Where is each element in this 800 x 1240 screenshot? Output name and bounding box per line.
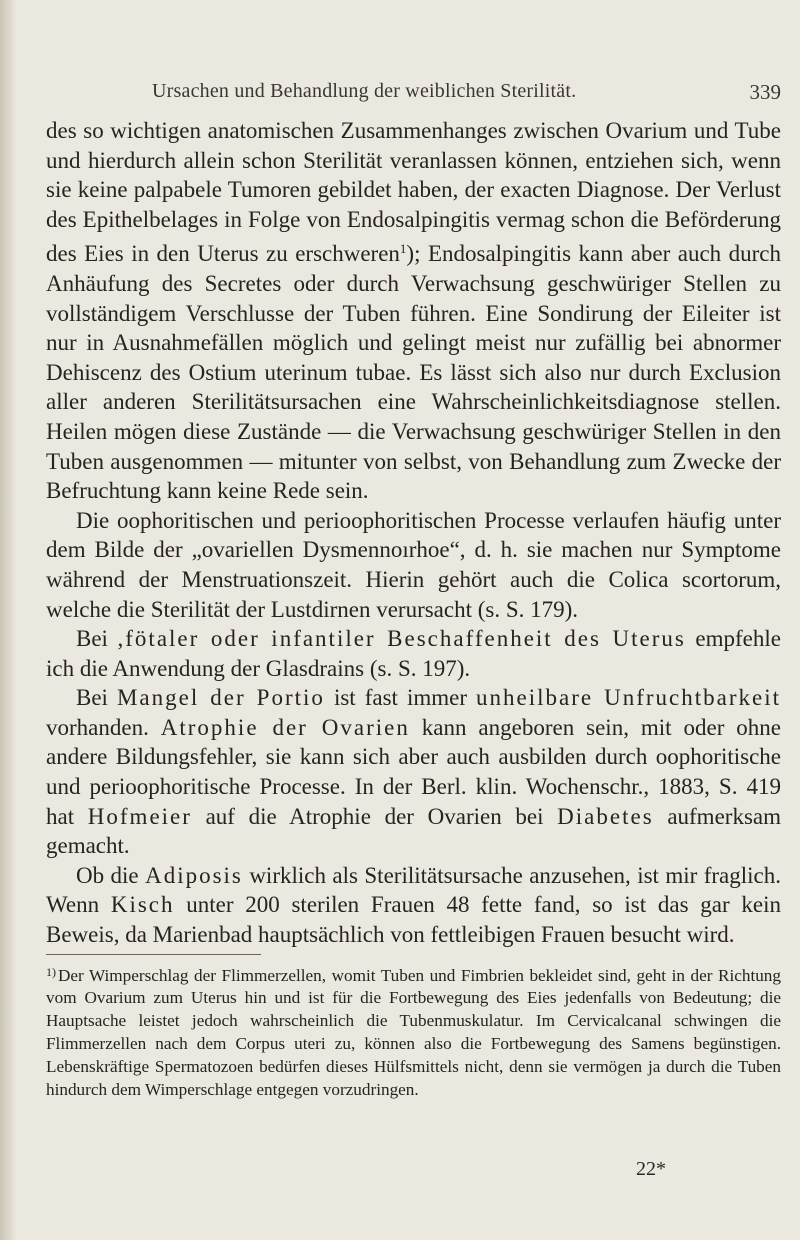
paragraph-3-tail: empfehle ich die Anwendung der Glasdrains (s. S. 197). <box>46 626 781 681</box>
paragraph-5-tail: unter 200 sterilen Frauen 48 fette fand, so ist das gar kein Beweis, da Marienbad hauptsächlich von fettleibigen Frauen besucht wird. <box>46 892 782 948</box>
paragraph-4 <box>46 683 781 861</box>
paragraph-4-tail: aufmerksam gemacht. <box>46 803 781 859</box>
paragraph-4-mid-2: vorhanden. <box>46 714 161 740</box>
term-diabetes: Diabetes <box>557 803 654 829</box>
running-head: Ursachen und Behandlung der weiblichen Sterilität. <box>152 80 577 102</box>
footnote <box>46 961 781 1102</box>
paragraph-1-text-a: des so wichtigen anatomischen Zusammenhanges zwischen Ovarium und Tube und hierdurch allein schon Sterilität veranlassen können, entziehen sich, wenn sie keine palpabele Tumoren gebildet haben, der exacten Diagnose. Der Verlust des Epithelbelages in Folge von Endosalpingitis vermag schon die Beförderung des Eies in den Uterus zu erschweren <box>46 118 781 267</box>
page-header <box>152 80 781 110</box>
paragraph-4-lead: Bei <box>76 685 117 711</box>
footnote-mark: 1) <box>46 964 56 979</box>
paragraph-3-term: ,fötaler oder infantiler Beschaffenheit des Uterus <box>117 626 686 652</box>
page-number: 339 <box>749 80 781 104</box>
binding-edge <box>0 0 16 1240</box>
author-kisch: Kisch <box>110 892 175 918</box>
paragraph-3-lead: Bei <box>76 626 118 652</box>
paragraph-1-text-b: ); Endosalpingitis kann aber auch durch Anhäufung des Secretes oder durch Verwachsung geschwüriger Stellen zu vollständigem Verschlusse der Tuben führen. Eine Sondirung der Eileiter ist nur in Ausnahmefällen möglich und gelingt meist nur zufällig bei abnormer Dehiscenz des Ostium uterinum tubae. Es lässt sich also nur durch Exclusion aller anderen Sterilitätsursachen eine Wahrscheinlichkeitsdiagnose stellen. Heilen mögen diese Zustände — die Verwachsung geschwüriger Stellen in den Tuben ausgenommen — mitunter von selbst, von Behandlung zum Zwecke der Befruchtung kann keine Rede sein. <box>46 241 781 504</box>
footnote-text: Der Wimperschlag der Flimmerzellen, womit Tuben und Fimbrien bekleidet sind, geht in der Richtung vom Ovarium zum Uterus hin und ist für die Fortbewegung des Eies jedenfalls von Bedeutung; die Hauptsache leistet jedoch wahrscheinlich die Tubenmuskulatur. Im Cervicalcanal schwingen die Flimmerzellen nach dem Corpus uteri zu, können also die Fortbewegung des Samens begünstigen. Lebenskräftige Spermatozoen bedürfen dieses Hülfsmittels nicht, denn sie vermögen ja durch die Tuben hindurch dem Wimperschlage entgegen vorzudringen. <box>46 965 781 1099</box>
paragraph-4-mid-1: ist fast immer <box>324 685 477 711</box>
paragraph-5-mid: wirklich als Sterilitätsursache anzusehen, ist mir fraglich. Wenn <box>46 862 782 918</box>
term-adiposis: Adiposis <box>145 862 243 888</box>
term-atrophie-der-ovarien: Atrophie der Ovarien <box>160 714 410 740</box>
paragraph-4-mid-4: auf die Atrophie der Ovarien bei <box>191 803 558 829</box>
footnote-rule <box>46 954 261 955</box>
paragraph-2-text: Die oophoritischen und perioophoritischen Processe verlaufen häufig unter dem Bilde der „ovariellen Dysmennoırhoe“, d. h. sie machen nur Symptome während der Menstruationszeit. Hierin gehört auch die Colica scortorum, welche die Sterilität der Lustdirnen verursacht (s. S. 179). <box>46 507 781 622</box>
paragraph-5-lead: Ob die <box>76 862 146 888</box>
term-mangel-der-portio: Mangel der Portio <box>116 685 325 711</box>
paragraph-5 <box>46 861 781 950</box>
body-text <box>46 116 781 1101</box>
paragraph-4-mid-3: kann angeboren sein, mit oder ohne andere Bildungsfehler, sie kann sich aber auch ausbilden durch oophoritische und perioophoritische Processe. In der Berl. klin. Wochenschr., 1883, S. 419 hat <box>46 714 781 829</box>
term-unheilbare-unfruchtbarkeit: unheilbare Unfruchtbarkeit <box>476 685 781 711</box>
paragraph-2 <box>46 506 781 624</box>
paragraph-3 <box>46 624 781 683</box>
author-hofmeier: Hofmeier <box>87 803 192 829</box>
signature-mark: 22* <box>636 1158 666 1180</box>
book-page <box>46 0 781 1240</box>
footnote-reference: 1 <box>399 241 407 257</box>
paragraph-1 <box>46 116 781 506</box>
